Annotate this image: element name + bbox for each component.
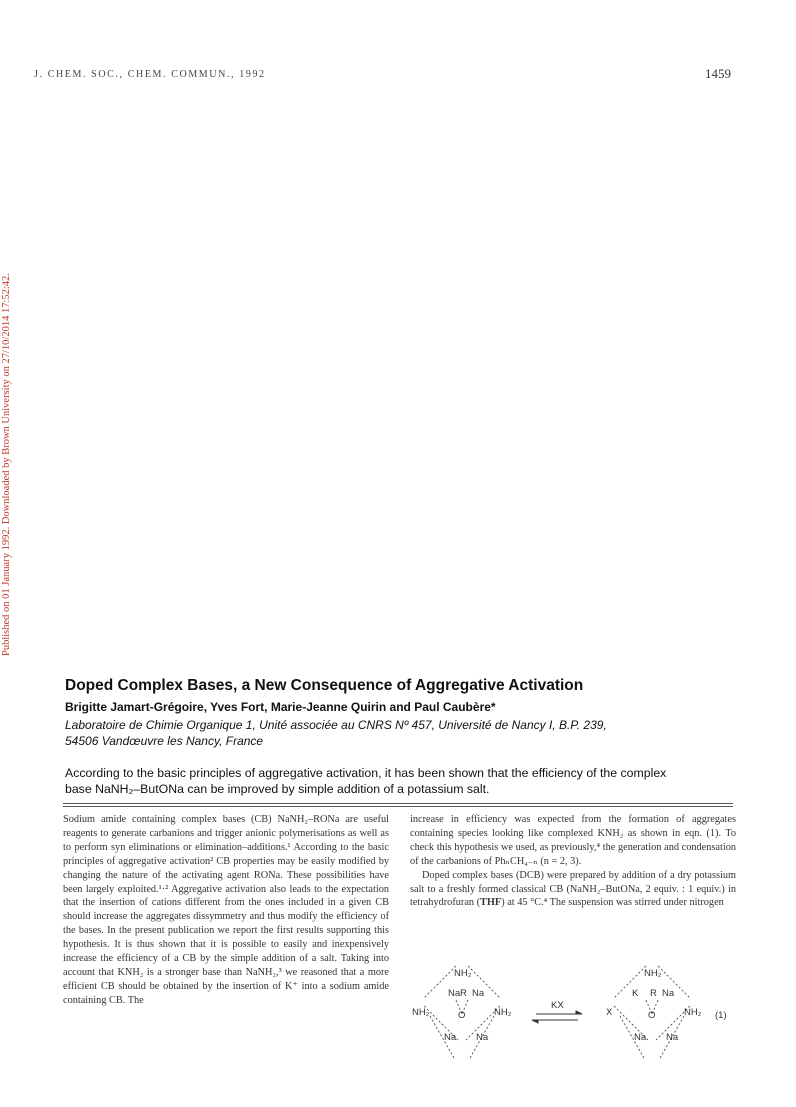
body-column-left (63, 813, 389, 1008)
nh2-label: NH₂ (644, 968, 662, 979)
body-paragraph: Sodium amide containing complex bases (CB) NaNH₂–RONa are useful reagents to generate carbanions and trigger anionic polymerisations as well as to perform syn eliminations or elimination–additions.¹ According to the basic principles of aggregative activation² CB properties may be easily modified by changing the nature of the activating agent RONa. These possibilities have been largely exploited.¹·² Aggregative activation also leads to the expectation that the insertion of cations different from the ones included in a given CB should increase the aggregates dissymmetry and thus modify the efficiency of the bases. In the present publication we report the first results supporting this hypothesis. It is thus shown that it is possible to easily and inexpensively increase the efficiency of a CB by the simple addition of a salt. Taking into account that KNH₂ is a stronger base than NaNH₂,³ we reasoned that a more efficient CB should be obtained by the insertion of K⁺ into a sodium amide containing CB. The (63, 814, 389, 1006)
na-label: Na (448, 988, 461, 999)
download-watermark-link[interactable]: Published on 01 January 1992. Downloaded by Brown University on 27/10/2014 17:52:42. (1, 273, 12, 656)
affiliation-line-1: Laboratoire de Chimie Organique 1, Unité associée au CNRS Nº 457, Université de Nancy I, B.P. 239, (65, 718, 607, 732)
body-column-right (410, 813, 736, 910)
na-label: Na (476, 1032, 489, 1043)
aggregate-scheme-figure (410, 960, 740, 1065)
abstract-line-2: base NaNH₂–ButONa can be improved by simple addition of a potassium salt. (65, 782, 490, 796)
na-label: Na (662, 988, 675, 999)
r-label: R (460, 988, 467, 999)
affiliation-line-2: 54506 Vandœuvre les Nancy, France (65, 734, 264, 748)
abstract-divider-top (63, 803, 733, 804)
na-label: Na (472, 988, 485, 999)
abstract-divider-bottom (63, 806, 733, 807)
body-paragraph: increase in efficiency was expected from the formation of aggregates containing species looking like complexed KNH₂ as shown in eqn. (1). To check this hypothesis we used, as previously,⁴ the generation and condensation of the carbanions of PhₙCH₄₋ₙ (n = 2, 3). (410, 814, 736, 867)
equation-number: (1) (715, 1010, 727, 1021)
nh2-label: NH₂ (412, 1007, 430, 1018)
potassium-label: K (632, 988, 639, 999)
article-title: Doped Complex Bases, a New Consequence of Aggregative Activation (65, 677, 584, 694)
oxygen-label: O (458, 1010, 466, 1021)
body-paragraph: Doped complex bases (DCB) were prepared by addition of a dry potassium salt to a freshly formed classical CB (NaNH₂–ButONa, 2 equiv. : 1 equiv.) in tetrahydrofuran (THF) at 45 °C.⁴ The suspension was stirred under nitrogen (410, 869, 736, 909)
r-label: R (650, 988, 657, 999)
reagent-kx-label: KX (551, 1000, 564, 1011)
page-number: 1459 (705, 66, 731, 81)
nh2-label: NH₂ (684, 1007, 702, 1018)
author-list: Brigitte Jamart-Grégoire, Yves Fort, Marie-Jeanne Quirin and Paul Caubère* (65, 700, 496, 714)
nh2-label: NH₂ (494, 1007, 512, 1018)
nh2-label: NH₂ (454, 968, 472, 979)
na-label: Na (444, 1032, 457, 1043)
na-label: Na (666, 1032, 679, 1043)
na-label: Na (634, 1032, 647, 1043)
abstract-line-1: According to the basic principles of aggregative activation, it has been shown that the efficiency of the complex (65, 766, 667, 780)
x-label: X (606, 1007, 613, 1018)
oxygen-label: O (648, 1010, 656, 1021)
running-head: J. CHEM. SOC., CHEM. COMMUN., 1992 (34, 69, 266, 80)
